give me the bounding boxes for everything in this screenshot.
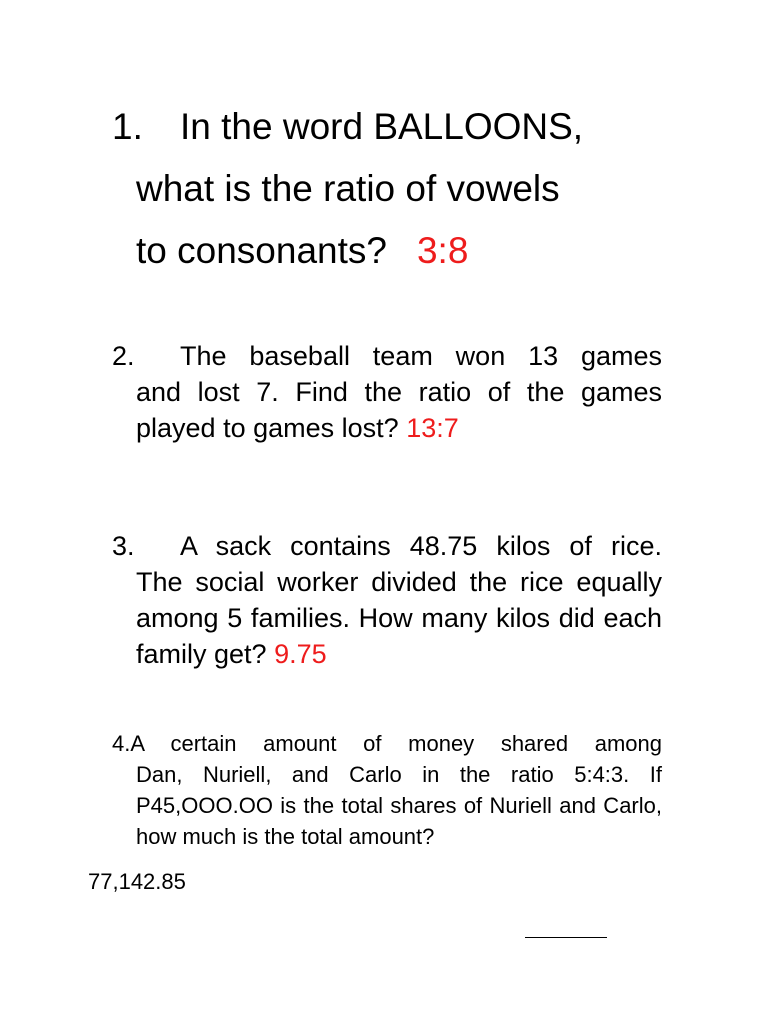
question-4-answer: 77,142.85: [88, 869, 186, 894]
question-4-number: 4.: [112, 731, 131, 756]
question-3-text: The social worker divided the rice equally among 5 families. How many kilos did each family get?: [136, 567, 662, 669]
question-4-line-1: A certain amount of money shared among: [130, 731, 662, 756]
question-1-line-3: to consonants?: [136, 230, 387, 271]
question-2: [112, 338, 662, 446]
question-1: [112, 96, 672, 282]
question-3-body: [112, 564, 662, 672]
question-1-number: 1.: [112, 106, 143, 147]
question-1-line-1: In the word BALLOONS,: [180, 106, 584, 147]
question-2-first-line: [112, 338, 662, 374]
question-2-text: and lost 7. Find the ratio of the games played to games lost?: [136, 377, 662, 443]
question-2-body: [112, 374, 662, 446]
question-3: [112, 528, 662, 672]
question-1-last-line: [112, 220, 672, 282]
question-2-line-1: The baseball team won 13 games: [180, 341, 662, 371]
signature-line: [525, 937, 607, 938]
question-3-number: 3.: [112, 531, 135, 561]
question-2-answer: 13:7: [406, 413, 459, 443]
question-1-answer: 3:8: [416, 230, 469, 271]
question-1-line-2: what is the ratio of vowels: [136, 168, 560, 209]
question-4: [112, 728, 662, 852]
question-4-first-line: [112, 728, 662, 759]
question-3-line-1: A sack contains 48.75 kilos of rice.: [180, 531, 662, 561]
question-1-first-line: [112, 96, 672, 158]
question-2-number: 2.: [112, 341, 135, 371]
question-4-body: [112, 759, 662, 852]
question-3-answer: 9.75: [274, 639, 327, 669]
question-3-first-line: [112, 528, 662, 564]
question-4-text: Dan, Nuriell, and Carlo in the ratio 5:4:3. If P45,OOO.OO is the total shares of Nuriell and Carlo, how much is the total amount?: [136, 762, 662, 849]
